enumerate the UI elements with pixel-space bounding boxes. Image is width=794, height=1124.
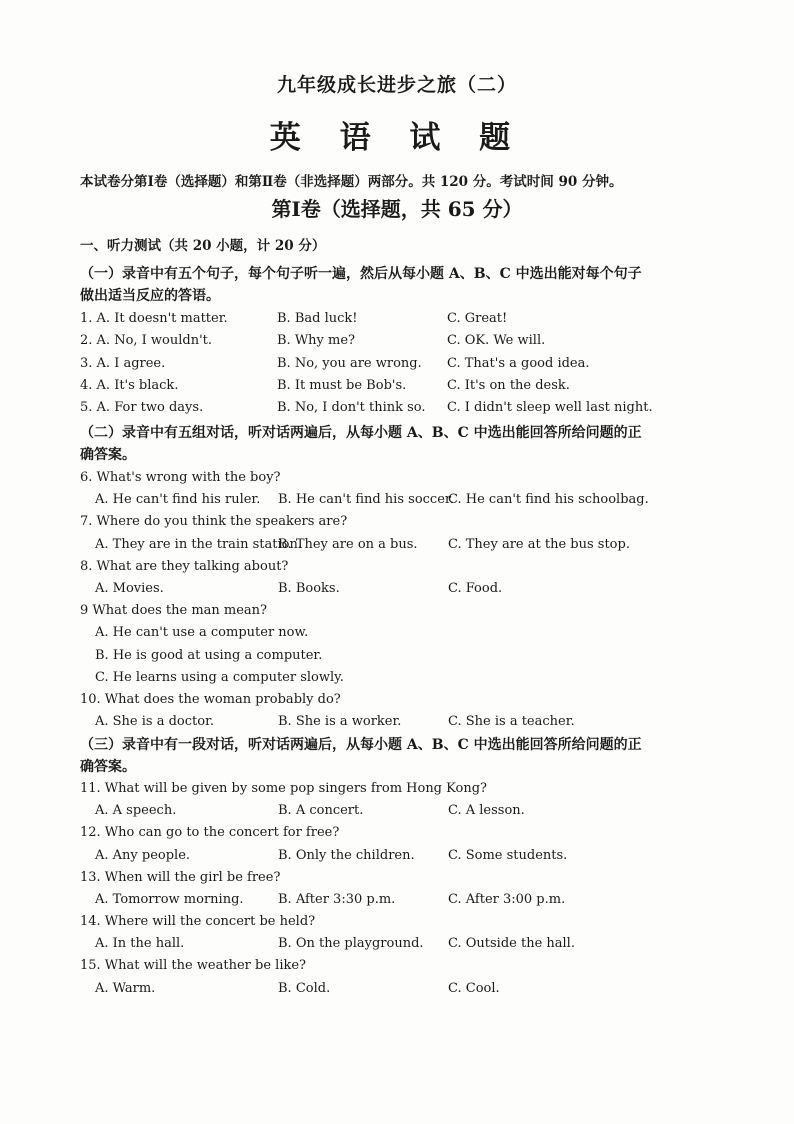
- option-a: 1. A. It doesn't matter.: [80, 311, 228, 326]
- option-c: C. It's on the desk.: [447, 378, 570, 393]
- exam-intro: 本试卷分第Ⅰ卷（选择题）和第Ⅱ卷（非选择题）两部分。共 120 分。考试时间 90 分钟。: [80, 174, 623, 190]
- options-row: [95, 892, 735, 914]
- option-b: B. He can't find his soccer.: [278, 492, 454, 507]
- option-a: A. In the hall.: [95, 936, 185, 951]
- question-11: 11. What will be given by some pop singers from Hong Kong?: [80, 781, 487, 796]
- question-15: 15. What will the weather be like?: [80, 958, 307, 973]
- option-b: B. Cold.: [278, 981, 331, 996]
- option-b: B. Books.: [278, 581, 340, 596]
- question-row: [80, 311, 720, 333]
- option-a: A. Tomorrow morning.: [95, 892, 244, 907]
- option-c: C. A lesson.: [448, 803, 525, 818]
- option-b: B. No, you are wrong.: [277, 356, 422, 371]
- question-6: 6. What's wrong with the boy?: [80, 470, 281, 485]
- option-c: C. Cool.: [448, 981, 500, 996]
- option-a: 5. A. For two days.: [80, 400, 204, 415]
- option-c: C. After 3:00 p.m.: [448, 892, 566, 907]
- option-b: B. No, I don't think so.: [277, 400, 426, 415]
- option-b: B. They are on a bus.: [278, 537, 418, 552]
- part2-instructions: （二）录音中有五组对话，听对话两遍后，从每小题 A、B、C 中选出能回答所给问题的正确答案。: [80, 425, 642, 463]
- options-row: [95, 537, 735, 559]
- option-a: A. He can't use a computer now.: [95, 625, 309, 640]
- option-b: B. Bad luck!: [277, 311, 358, 326]
- option-b: B. On the playground.: [278, 936, 424, 951]
- option-a: A. Movies.: [95, 581, 164, 596]
- option-c: C. They are at the bus stop.: [448, 537, 630, 552]
- option-a: A. They are in the train station.: [95, 537, 302, 552]
- question-row: [80, 378, 720, 400]
- option-b: B. Why me?: [277, 333, 356, 348]
- options-row: [95, 936, 735, 958]
- option-c: C. That's a good idea.: [447, 356, 590, 371]
- option-b: B. She is a worker.: [278, 714, 402, 729]
- option-c: C. Outside the hall.: [448, 936, 575, 951]
- option-c: C. She is a teacher.: [448, 714, 575, 729]
- question-12: 12. Who can go to the concert for free?: [80, 825, 340, 840]
- option-c: C. Food.: [448, 581, 503, 596]
- option-a: A. Warm.: [95, 981, 156, 996]
- option-c: C. I didn't sleep well last night.: [447, 400, 653, 415]
- question-row: [80, 356, 720, 378]
- options-row: [95, 492, 735, 514]
- question-13: 13. When will the girl be free?: [80, 870, 281, 885]
- options-row: [95, 848, 735, 870]
- question-8: 8. What are they talking about?: [80, 559, 289, 574]
- exam-subtitle: 九年级成长进步之旅（二）: [276, 74, 517, 96]
- question-row: [80, 400, 720, 422]
- question-14: 14. Where will the concert be held?: [80, 914, 316, 929]
- option-c: C. He learns using a computer slowly.: [95, 670, 344, 685]
- exam-title: 英 语 试 题: [269, 120, 525, 156]
- option-a: A. He can't find his ruler.: [95, 492, 261, 507]
- option-c: C. He can't find his schoolbag.: [448, 492, 649, 507]
- option-a: A. A speech.: [95, 803, 177, 818]
- options-row: [95, 581, 735, 603]
- volume-heading: 第Ⅰ卷（选择题，共 65 分）: [271, 197, 523, 221]
- section-heading: 一、听力测试（共 20 小题，计 20 分）: [80, 238, 326, 254]
- option-b: B. After 3:30 p.m.: [278, 892, 396, 907]
- option-a: 4. A. It's black.: [80, 378, 179, 393]
- option-c: C. Some students.: [448, 848, 568, 863]
- option-a: A. Any people.: [95, 848, 191, 863]
- option-a: 3. A. I agree.: [80, 356, 166, 371]
- question-10: 10. What does the woman probably do?: [80, 692, 341, 707]
- question-7: 7. Where do you think the speakers are?: [80, 514, 348, 529]
- option-b: B. Only the children.: [278, 848, 415, 863]
- option-b: B. It must be Bob's.: [277, 378, 407, 393]
- option-a: A. She is a doctor.: [95, 714, 214, 729]
- option-b: B. A concert.: [278, 803, 364, 818]
- question-row: [80, 333, 720, 355]
- options-row: [95, 714, 735, 736]
- options-row: [95, 803, 735, 825]
- part1-instructions: （一）录音中有五个句子，每个句子听一遍，然后从每小题 A、B、C 中选出能对每个句子做出适当反应的答语。: [80, 266, 642, 304]
- question-9: 9 What does the man mean?: [80, 603, 268, 618]
- part3-instructions: （三）录音中有一段对话，听对话两遍后，从每小题 A、B、C 中选出能回答所给问题的正确答案。: [80, 737, 642, 775]
- option-b: B. He is good at using a computer.: [95, 648, 323, 663]
- option-a: 2. A. No, I wouldn't.: [80, 333, 213, 348]
- options-row: [95, 981, 735, 1003]
- option-c: C. OK. We will.: [447, 333, 546, 348]
- option-c: C. Great!: [447, 311, 508, 326]
